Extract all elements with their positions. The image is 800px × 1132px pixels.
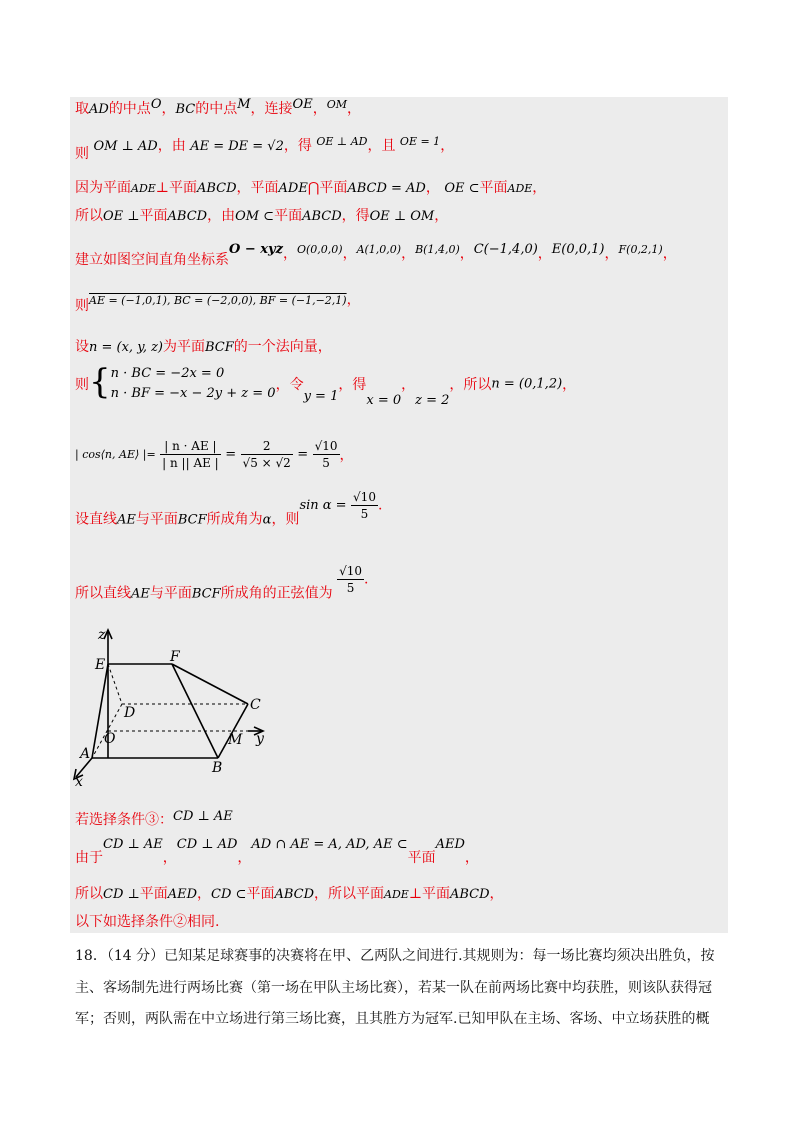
numerator: √10 [314,439,338,453]
math: ABCD [302,209,342,224]
text: . [377,497,383,514]
text: ， [312,101,327,117]
solution-line-15 [75,912,219,932]
label-C: C [250,697,261,713]
text: 平面 [246,886,275,902]
numerator: √10 [353,490,376,504]
text: ， [161,101,176,117]
text: ， [401,377,416,393]
numerator: 2 [241,438,293,455]
text: 设 [75,339,89,355]
math: AED [435,837,465,852]
math: ABCD [196,181,237,196]
math: | cos⟨n, AE⟩ |= [75,448,156,461]
text: 取 [75,101,89,117]
math: BC [175,102,196,117]
solution-line-11 [75,563,368,603]
text: 平面 [139,208,168,224]
label-M: M [228,732,243,748]
text: 由于 [75,850,103,866]
text: 则 [75,298,89,314]
label-y: y [256,731,264,747]
solution-line-1 [75,99,361,120]
text: 与平面 [149,585,192,602]
numerator: | n · AE | [160,438,221,455]
text: ， [346,292,361,308]
text: 的中点 [195,101,238,117]
label-O: O [104,731,116,747]
text: ， [342,246,357,262]
text: ，连接 [250,101,293,117]
math: x = 0 [366,393,402,408]
text: ， [282,246,297,262]
math: O(0,0,0) [296,243,343,256]
label-E: E [95,657,106,673]
math: y = 1 [303,389,339,404]
text: ⊥平面 [408,886,450,902]
label-A: A [80,746,91,762]
math: OE ⊥ OM [369,209,435,224]
text: 平面 [479,180,508,196]
label-D: D [124,705,136,721]
math: O [150,97,162,112]
text: ， [434,208,449,224]
denominator: 5 [360,507,369,521]
math: ADE [384,888,409,901]
fraction [241,438,293,471]
label-z: z [98,627,106,643]
text: ， [459,246,474,262]
text: 所以 [75,208,103,224]
math: ADE [131,182,156,195]
math: CD ⊂ [211,887,247,902]
text: ， [197,886,212,902]
fraction [160,438,221,471]
text: ，所以 [449,377,492,393]
math: AED [167,887,198,902]
math: OE ⊥ AD [316,135,368,148]
math: ABCD [167,209,208,224]
math: OE = 1 [399,135,441,148]
solution-line-6 [75,290,361,314]
text: ， [489,886,504,902]
numerator: √10 [339,564,363,578]
solution-line-10 [75,489,382,529]
text: ，则 [271,511,300,528]
text: 设直线 [75,511,117,528]
solution-line-3 [75,178,546,199]
text: 所以直线 [75,585,131,602]
text: ， [532,180,547,196]
fraction [351,489,378,522]
text: ， [425,180,440,196]
geometry-figure [70,625,280,790]
left-brace-icon: { [89,362,111,402]
solution-line-7 [75,337,332,358]
text: 所成角的正弦值为 [220,585,333,602]
edge-FC [172,664,248,704]
text: ，得 [338,377,367,393]
math: ABCD [274,887,315,902]
text: ，由 [157,138,186,154]
text: . [364,571,369,588]
math: AE [131,586,150,602]
edge-FB [172,664,218,758]
math: B(1,4,0) [415,243,460,256]
label-B: B [212,760,223,776]
math: AD [89,102,109,117]
text: 所以 [75,886,103,902]
math: OM ⊂ [235,209,275,224]
text: ，所以平面 [314,886,385,902]
solution-line-14 [75,884,504,905]
text: 以下如选择条件②相同. [75,914,220,930]
solution-line-5 [75,242,677,268]
edge-ED-hidden [108,664,122,704]
math: OM ⊥ AD [93,139,158,154]
math: OE ⊂ [444,181,480,196]
question-18-line-1: 18．（14 分）已知某足球赛事的决赛将在甲、乙两队之间进行.其规则为：每一场比赛均须决出胜负，按 [75,948,715,964]
text: 则 [75,377,89,393]
text: 为平面 [163,339,206,355]
denominator: | n || AE | [162,456,219,470]
solution-line-9 [75,438,354,471]
text: ， [162,850,177,866]
math: AE = (−1,0,1), BC = (−2,0,0), BF = (−1,−2,1) [89,294,347,307]
math: sin α = [299,498,347,513]
text: ，由 [207,208,236,224]
text: 平面 [274,208,303,224]
text: ，平面 [236,180,279,196]
text: 则 [75,146,89,162]
math: ABCD [449,887,490,902]
math: CD ⊥ AE [173,809,233,824]
text: ，得 [283,138,312,154]
math: z = 2 [415,393,450,408]
math: M [237,97,251,112]
text: ， [339,447,354,464]
equation-1: n · BC = −2x = 0 [110,366,225,381]
question-18-line-2: 主、客场制先进行两场比赛（第一场在甲队主场比赛），若某一队在前两场比赛中均获胜，则该队获得冠 [75,980,712,996]
question-18-line-3: 军；否则，两队需在中立场进行第三场比赛，且其胜方为冠军.已知甲队在主场、客场、中立场获胜的概 [75,1011,710,1027]
math: E(0,0,1) [551,242,605,257]
text: 与平面 [135,511,178,528]
text: 所成角为 [206,511,263,528]
equation-system [111,364,276,404]
math: AE = DE = √2 [190,139,284,154]
text: 的中点 [108,101,151,117]
math: BCF [177,512,207,528]
text: ⋂平面 [307,180,348,196]
fraction [313,438,340,471]
solution-line-8 [75,364,576,408]
math: A(1,0,0) [356,243,402,256]
label-x: x [75,774,83,790]
math: ADE [278,181,308,196]
equation-2: n · BF = −x − 2y + z = 0 [110,386,276,401]
text: ，得 [341,208,370,224]
text: ， [537,246,552,262]
math: OM [326,98,347,111]
math: O − xyz [229,242,283,257]
label-F: F [170,649,180,665]
math: C(−1,4,0) [473,242,538,257]
math: ABCD = AD [347,181,426,196]
fraction [337,563,364,596]
text: 的一个法向量， [233,339,332,355]
text: ， [237,850,252,866]
text: 平面 [139,886,168,902]
math: OE [292,97,313,112]
math: CD ⊥ [103,887,140,902]
text: ， [464,850,479,866]
math: F(0,2,1) [618,243,663,256]
solution-line-4 [75,206,448,227]
math: BCF [191,586,221,602]
text: 平面 [407,850,436,866]
solution-line-12 [75,806,233,827]
solution-line-13 [75,836,479,867]
text: ， [604,246,619,262]
text: ， [401,246,416,262]
math: CD ⊥ AD [176,837,238,852]
text: ，令 [275,377,304,393]
math: α [262,512,272,528]
solution-line-2 [75,135,455,162]
math: CD ⊥ AE [103,837,163,852]
text: ， [440,138,455,154]
text: ， [662,246,677,262]
denominator: 5 [322,456,330,470]
math: AE [117,512,136,528]
math: n = (0,1,2) [491,376,563,392]
text: ，且 [367,138,396,154]
text: ， [346,101,361,117]
text: ⊥平面 [155,180,197,196]
text: 因为平面 [75,180,131,196]
denominator: 5 [346,581,355,595]
text: 若选择条件③： [75,812,173,828]
math: = [297,447,309,462]
text: 建立如图空间直角坐标系 [75,252,229,268]
text: ， [562,377,577,393]
math: n = (x, y, z) [89,340,164,355]
math: BCF [205,340,234,355]
denominator: √5 × √2 [242,456,291,470]
math: ADE [507,182,533,195]
math: AD ∩ AE = A, AD, AE ⊂ [251,837,408,852]
math: = [225,447,237,462]
math: OE ⊥ [103,209,140,224]
